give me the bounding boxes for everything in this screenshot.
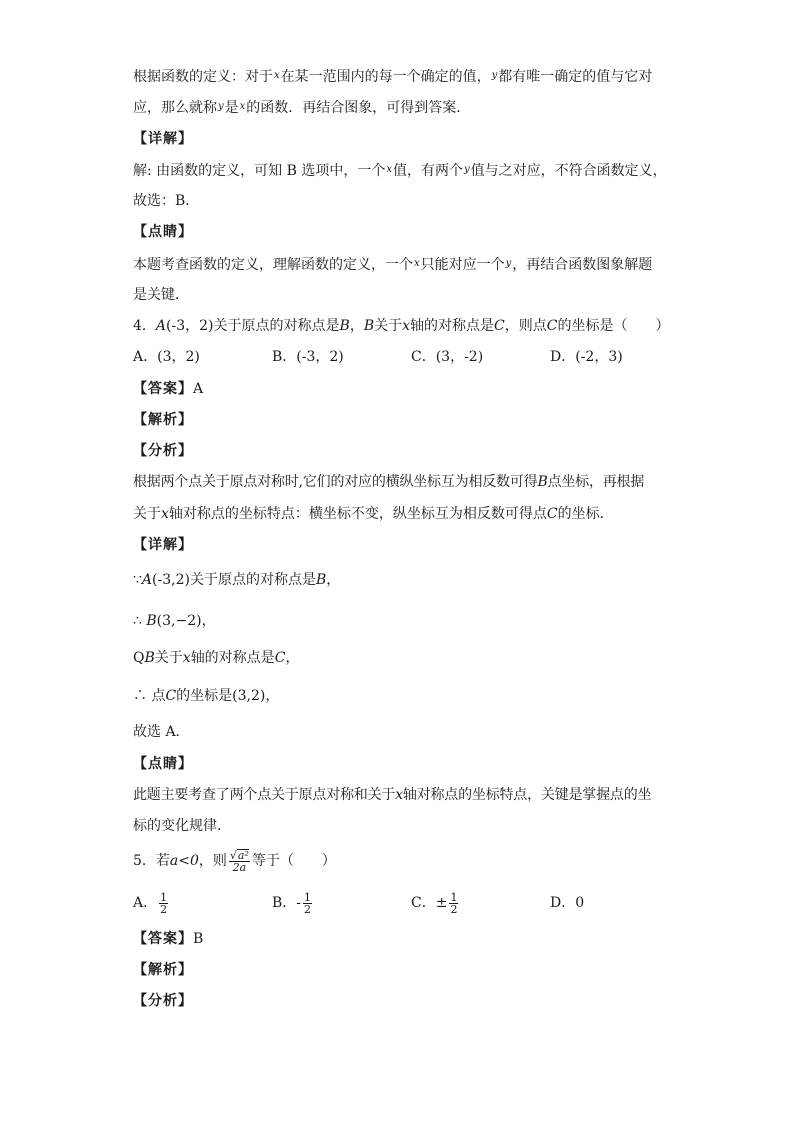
text: 值，有两个	[393, 163, 463, 179]
option-b	[272, 890, 411, 916]
detail-step-1	[133, 570, 340, 590]
option-sign: -	[296, 895, 302, 911]
definition-line-1	[133, 66, 652, 87]
text: 关于	[154, 650, 183, 666]
coords: (3,−2)	[156, 613, 202, 629]
heading-analysis-2: 【解析】	[133, 962, 193, 978]
comment-line-2: 是关键．	[133, 287, 189, 303]
heading-fenxi: 【分析】	[133, 443, 193, 459]
text: 轴的对称点是	[190, 650, 275, 666]
var-x: x	[161, 506, 169, 522]
heading-detail: 【详解】	[133, 131, 193, 147]
text: ，	[349, 318, 364, 334]
text: 的坐标是	[176, 688, 233, 704]
heading-fenxi-2: 【分析】	[133, 993, 193, 1009]
comment-2-line-2: 标的变化规律．	[133, 818, 231, 834]
fenxi-line-1	[133, 472, 644, 492]
point-b: B	[339, 318, 350, 334]
text: 在某一范围内的每一个确定的值，	[280, 69, 491, 85]
option-d: D．(-2，3)	[550, 349, 623, 365]
option-label: B．	[272, 895, 297, 911]
var-x: x	[239, 101, 246, 112]
coords-a: (-3，2)	[166, 318, 214, 334]
option-c	[411, 890, 550, 916]
var-x: x	[414, 258, 420, 269]
var-y: y	[218, 101, 224, 112]
text: 是	[224, 100, 239, 116]
option-sign: ±	[435, 895, 448, 911]
option-b: B．(-3，2)	[272, 349, 344, 365]
text: 只能对应一个	[420, 257, 505, 273]
var-x: x	[182, 650, 191, 666]
option-label: C．	[411, 895, 436, 911]
therefore-symbol: ∴	[133, 688, 147, 704]
option-value: 0	[575, 895, 585, 911]
text: 点坐标，再根据	[547, 474, 645, 490]
fraction-numerator: 1	[304, 890, 312, 904]
text: ，再结合函数图象解题	[512, 257, 653, 273]
because-symbol: ∵	[133, 572, 142, 588]
text: ，	[285, 650, 300, 666]
var-y: y	[505, 258, 512, 269]
text: 根据两个点关于原点对称时,它们的对应的横纵坐标互为相反数可得	[133, 474, 538, 490]
text: 轴对称点的坐标特点：横坐标不变，纵坐标互为相反数可得点	[168, 506, 547, 522]
sqrt-icon: √	[229, 849, 237, 862]
answer-line-2	[133, 929, 203, 949]
question-number: 4．	[133, 318, 156, 334]
detail-line-2: 故选：B．	[133, 193, 200, 209]
option-fraction	[159, 892, 168, 915]
fraction-denominator: 2	[160, 902, 168, 916]
point-a: A	[155, 318, 167, 334]
fraction-expression	[229, 849, 250, 873]
question-5-options	[133, 890, 689, 916]
point-b: B	[363, 318, 375, 334]
option-d	[550, 890, 689, 916]
fraction-numerator: 1	[160, 890, 168, 904]
text: 根据函数的定义：对于	[133, 69, 273, 85]
text: 的坐标是（ ）	[557, 318, 670, 334]
option-a	[133, 890, 272, 916]
condition: a<0	[169, 853, 199, 869]
comment-line-1	[133, 254, 652, 275]
text: ，	[265, 688, 280, 704]
text: 关于原点的对称点是	[213, 318, 340, 334]
heading-comment-2: 【点睛】	[133, 756, 193, 772]
question-number: 5．若	[133, 853, 170, 869]
text: 应，那么就称	[133, 100, 217, 116]
var-x: x	[386, 164, 392, 175]
glyph: Q	[133, 650, 145, 666]
question-4-stem	[133, 316, 669, 336]
point-b: B	[144, 650, 155, 666]
point-a: A	[141, 572, 153, 588]
text: 本题考查函数的定义，理解函数的定义，一个	[133, 257, 413, 273]
text: ，	[326, 572, 341, 588]
fenxi-line-2	[133, 504, 614, 524]
text: 值与之对应，不符合函数定义，	[470, 163, 667, 179]
text: 等于（ ）	[251, 853, 336, 869]
point-b: B	[146, 613, 157, 629]
radicand: a²	[237, 849, 249, 862]
therefore-symbol: ∴	[133, 613, 142, 629]
answer-value: B	[193, 931, 204, 947]
coords: (-3,2)	[152, 572, 190, 588]
var-x: x	[402, 318, 411, 334]
option-label: A．	[133, 895, 158, 911]
definition-line-2	[133, 97, 470, 118]
fraction-denominator: 2	[304, 902, 312, 916]
point-c: C	[546, 506, 558, 522]
point-b: B	[537, 474, 548, 490]
point-b: B	[315, 572, 327, 588]
option-a: A．(3，2)	[133, 349, 200, 365]
fraction-numerator: 1	[450, 890, 458, 904]
text: 点	[151, 688, 166, 704]
comment-2-line-1	[133, 785, 651, 805]
var-x: x	[274, 70, 280, 81]
detail-line-1	[133, 160, 667, 181]
text: ，则	[198, 853, 227, 869]
heading-comment: 【点睛】	[133, 224, 193, 240]
fraction-denominator: 2a	[232, 861, 247, 874]
point-c: C	[546, 318, 558, 334]
answer-value: A	[193, 381, 204, 397]
option-fraction	[449, 892, 458, 915]
text: ，则点	[504, 318, 547, 334]
text: 关于原点的对称点是	[189, 572, 316, 588]
heading-detail-2: 【详解】	[133, 537, 193, 553]
answer-line	[133, 379, 203, 399]
heading-analysis: 【解析】	[133, 412, 193, 428]
detail-step-3	[133, 648, 299, 668]
text: 解: 由函数的定义，可知 B 选项中，一个	[133, 163, 386, 179]
option-label: D．	[550, 895, 576, 911]
heading-answer: 【答案】	[133, 931, 193, 947]
var-y: y	[464, 164, 470, 175]
option-fraction	[303, 892, 312, 915]
text: 轴的对称点是	[410, 318, 495, 334]
detail-step-4	[133, 686, 279, 706]
text: 的函数．再结合图象，可得到答案．	[246, 100, 471, 116]
fraction-denominator: 2	[450, 902, 458, 916]
option-c: C．(3，-2)	[411, 349, 484, 365]
text: 轴对称点的坐标特点，关键是掌握点的坐	[402, 787, 652, 803]
text: 的坐标．	[557, 506, 614, 522]
point-c: C	[494, 318, 505, 334]
text: ，	[201, 613, 216, 629]
coords: (3,2)	[232, 688, 266, 704]
point-c: C	[165, 688, 177, 704]
question-5-stem	[133, 848, 336, 874]
text: 都有唯一确定的值与它对	[498, 69, 653, 85]
var-y: y	[491, 70, 498, 81]
heading-answer: 【答案】	[133, 381, 193, 397]
text: 此题主要考查了两个点关于原点对称和关于	[133, 787, 396, 803]
var-x: x	[395, 787, 403, 803]
question-4-options	[133, 347, 689, 367]
detail-step-2	[133, 611, 216, 631]
detail-step-5: 故选 A．	[133, 724, 190, 740]
text: 关于	[133, 506, 161, 522]
text: 关于	[374, 318, 403, 334]
point-c: C	[274, 650, 286, 666]
